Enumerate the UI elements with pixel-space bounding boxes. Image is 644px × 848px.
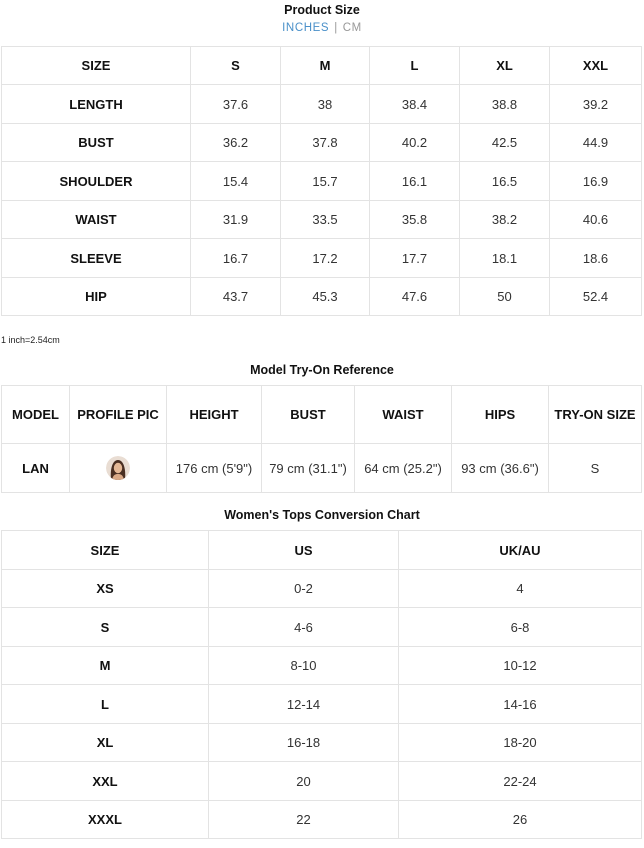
- header-cell: SIZE: [2, 531, 209, 570]
- product-size-table: [1, 46, 642, 316]
- table-row: [2, 85, 642, 124]
- size-label: XXL: [2, 762, 209, 801]
- uk-au-size: 6-8: [399, 608, 642, 647]
- table-cell: 42.5: [460, 124, 550, 162]
- header-cell: XL: [460, 47, 550, 85]
- uk-au-size: 14-16: [399, 685, 642, 724]
- table-cell: 35.8: [370, 201, 460, 239]
- header-cell: UK/AU: [399, 531, 642, 570]
- table-row: [2, 608, 642, 647]
- conversion-chart-table: [1, 530, 642, 839]
- row-label: WAIST: [2, 201, 191, 239]
- table-cell: 37.6: [191, 85, 281, 124]
- table-cell: 36.2: [191, 124, 281, 162]
- row-label: BUST: [2, 124, 191, 162]
- us-size: 20: [209, 762, 399, 801]
- model-bust: 79 cm (31.1"): [262, 444, 355, 493]
- table-row: [2, 801, 642, 839]
- table-cell: 37.8: [281, 124, 370, 162]
- table-cell: 39.2: [550, 85, 642, 124]
- conversion-header-row: [2, 531, 642, 570]
- conversion-chart-title: Women's Tops Conversion Chart: [224, 508, 420, 522]
- table-cell: 50: [460, 278, 550, 316]
- model-reference-table: [1, 385, 642, 493]
- table-cell: 40.2: [370, 124, 460, 162]
- header-cell: WAIST: [355, 386, 452, 444]
- size-label: XL: [2, 724, 209, 762]
- model-waist: 64 cm (25.2"): [355, 444, 452, 493]
- table-row: [2, 239, 642, 278]
- unit-toggle: [0, 22, 644, 34]
- table-cell: 38: [281, 85, 370, 124]
- profile-pic-cell: [70, 444, 167, 493]
- header-cell: HIPS: [452, 386, 549, 444]
- table-cell: 45.3: [281, 278, 370, 316]
- uk-au-size: 18-20: [399, 724, 642, 762]
- table-cell: 15.4: [191, 162, 281, 201]
- uk-au-size: 10-12: [399, 647, 642, 685]
- us-size: 0-2: [209, 570, 399, 608]
- table-cell: 38.4: [370, 85, 460, 124]
- conversion-note: 1 inch=2.54cm: [1, 335, 60, 345]
- size-label: S: [2, 608, 209, 647]
- table-cell: 16.1: [370, 162, 460, 201]
- header-cell: L: [370, 47, 460, 85]
- table-cell: 18.1: [460, 239, 550, 278]
- table-cell: 33.5: [281, 201, 370, 239]
- header-cell: PROFILE PIC: [70, 386, 167, 444]
- table-cell: 38.8: [460, 85, 550, 124]
- table-row: [2, 762, 642, 801]
- table-row: [2, 685, 642, 724]
- header-cell: MODEL: [2, 386, 70, 444]
- table-cell: 38.2: [460, 201, 550, 239]
- table-cell: 18.6: [550, 239, 642, 278]
- table-cell: 40.6: [550, 201, 642, 239]
- unit-inches-tab[interactable]: INCHES: [282, 22, 330, 34]
- header-cell: SIZE: [2, 47, 191, 85]
- table-row: [2, 647, 642, 685]
- model-name: LAN: [2, 444, 70, 493]
- model-avatar-icon[interactable]: [106, 456, 130, 480]
- us-size: 22: [209, 801, 399, 839]
- header-cell: US: [209, 531, 399, 570]
- header-cell: S: [191, 47, 281, 85]
- unit-separator: |: [334, 22, 338, 34]
- model-header-row: [2, 386, 642, 444]
- us-size: 16-18: [209, 724, 399, 762]
- table-cell: 16.5: [460, 162, 550, 201]
- header-cell: XXL: [550, 47, 642, 85]
- size-label: XS: [2, 570, 209, 608]
- model-height: 176 cm (5'9"): [167, 444, 262, 493]
- row-label: HIP: [2, 278, 191, 316]
- table-row: [2, 724, 642, 762]
- uk-au-size: 26: [399, 801, 642, 839]
- size-label: XXXL: [2, 801, 209, 839]
- size-label: L: [2, 685, 209, 724]
- table-cell: 15.7: [281, 162, 370, 201]
- model-row: [2, 444, 642, 493]
- table-cell: 52.4: [550, 278, 642, 316]
- table-cell: 17.2: [281, 239, 370, 278]
- table-row: [2, 201, 642, 239]
- table-cell: 47.6: [370, 278, 460, 316]
- us-size: 4-6: [209, 608, 399, 647]
- size-header-row: [2, 47, 642, 85]
- product-size-title: Product Size: [284, 3, 360, 17]
- table-cell: 31.9: [191, 201, 281, 239]
- table-cell: 43.7: [191, 278, 281, 316]
- uk-au-size: 22-24: [399, 762, 642, 801]
- header-cell: BUST: [262, 386, 355, 444]
- row-label: SLEEVE: [2, 239, 191, 278]
- table-cell: 17.7: [370, 239, 460, 278]
- table-cell: 16.9: [550, 162, 642, 201]
- header-cell: HEIGHT: [167, 386, 262, 444]
- model-hips: 93 cm (36.6"): [452, 444, 549, 493]
- table-row: [2, 162, 642, 201]
- size-label: M: [2, 647, 209, 685]
- table-cell: 44.9: [550, 124, 642, 162]
- model-try-on-size: S: [549, 444, 642, 493]
- header-cell: M: [281, 47, 370, 85]
- table-cell: 16.7: [191, 239, 281, 278]
- table-row: [2, 278, 642, 316]
- us-size: 8-10: [209, 647, 399, 685]
- header-cell: TRY-ON SIZE: [549, 386, 642, 444]
- uk-au-size: 4: [399, 570, 642, 608]
- model-reference-title: Model Try-On Reference: [250, 363, 394, 377]
- table-row: [2, 570, 642, 608]
- unit-cm-tab[interactable]: CM: [342, 22, 362, 34]
- row-label: LENGTH: [2, 85, 191, 124]
- us-size: 12-14: [209, 685, 399, 724]
- row-label: SHOULDER: [2, 162, 191, 201]
- table-row: [2, 124, 642, 162]
